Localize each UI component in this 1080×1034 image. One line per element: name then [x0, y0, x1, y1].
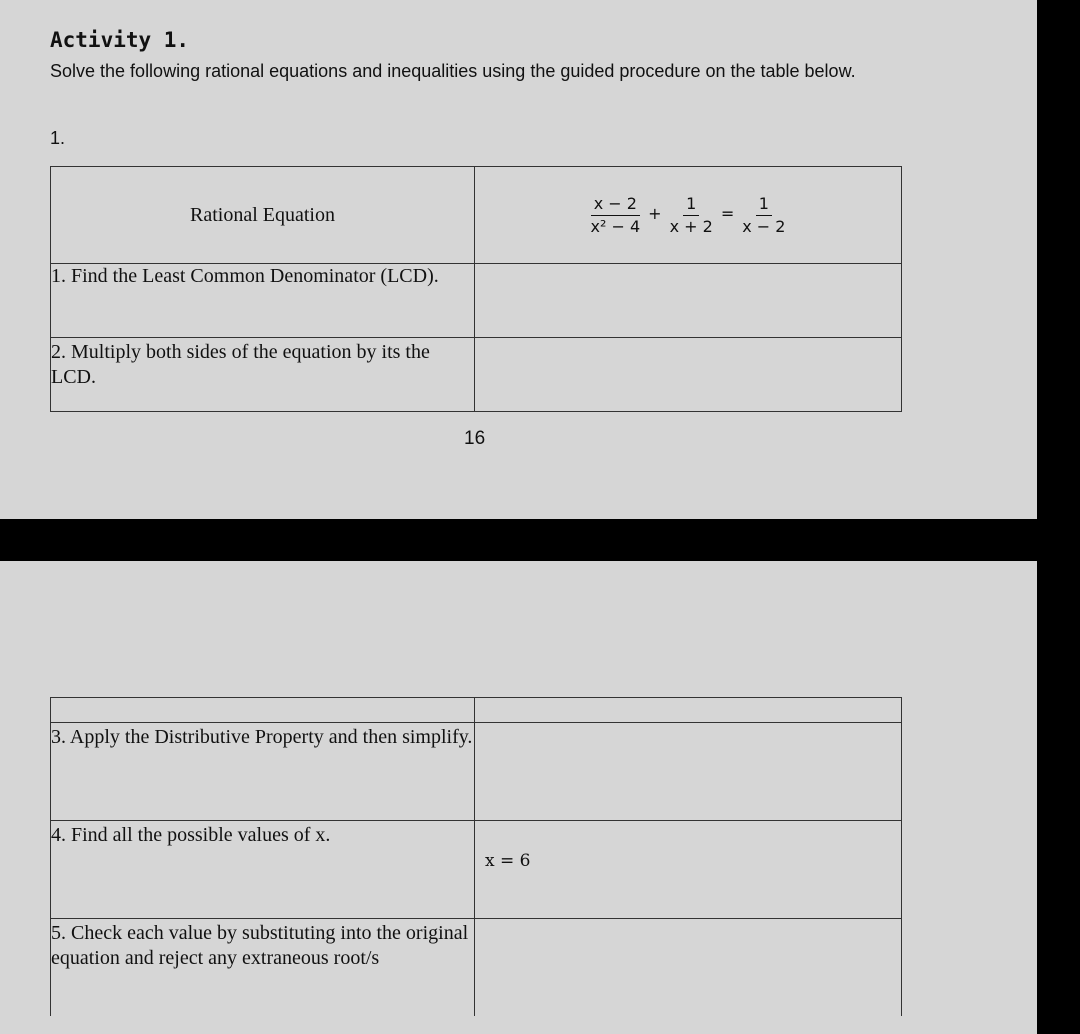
fraction-2-numerator: 1: [683, 195, 699, 216]
procedure-table-part2: [50, 697, 902, 1029]
page-number: 16: [464, 428, 486, 449]
page-bottom-edge: [0, 1016, 1037, 1034]
table-row: [51, 698, 902, 723]
step-4-label: 4. Find all the possible values of x.: [51, 821, 475, 919]
table-header-row: [51, 167, 902, 264]
step-3-answer-cell[interactable]: [475, 723, 902, 821]
procedure-table-part1: [50, 166, 902, 412]
worksheet-page-bottom: [0, 561, 1037, 1034]
step-4-answer-cell[interactable]: [475, 821, 902, 919]
continued-row-label: [51, 698, 475, 723]
table-row: [51, 821, 902, 919]
step-2-answer-cell[interactable]: [475, 338, 902, 412]
activity-title: Activity 1.: [50, 28, 190, 52]
table-row: [51, 919, 902, 1029]
worksheet-page-top: [0, 0, 1037, 519]
fraction-2: [667, 195, 716, 236]
table-row: [51, 338, 902, 412]
fraction-2-denominator: x + 2: [669, 216, 713, 236]
step-3-label: 3. Apply the Distributive Property and then simplify.: [51, 723, 475, 821]
activity-instructions: Solve the following rational equations and inequalities using the guided procedure on the table below.: [50, 61, 856, 81]
equation-cell: [475, 167, 902, 264]
step-1-answer-cell[interactable]: [475, 264, 902, 338]
rational-equation-label: Rational Equation: [51, 167, 475, 264]
fraction-1: [588, 195, 644, 236]
table-row: [51, 723, 902, 821]
step-1-label: 1. Find the Least Common Denominator (LCD).: [51, 264, 475, 338]
fraction-3-denominator: x − 2: [742, 216, 786, 236]
item-number: 1.: [50, 128, 66, 148]
step-5-answer-cell[interactable]: [475, 919, 902, 1029]
plus-operator: +: [648, 203, 662, 223]
fraction-1-numerator: x − 2: [591, 195, 640, 216]
rational-equation: [475, 167, 901, 263]
fraction-1-denominator: x² − 4: [590, 216, 641, 236]
equals-operator: =: [720, 203, 735, 223]
step-5-label: 5. Check each value by substituting into the original equation and reject any extraneous root/s: [51, 919, 475, 1029]
step-2-label: 2. Multiply both sides of the equation by its the LCD.: [51, 338, 475, 412]
table-row: [51, 264, 902, 338]
continued-row-answer-cell: [475, 698, 902, 723]
fraction-3: [739, 195, 788, 236]
step-4-answer: x = 6: [485, 851, 531, 871]
fraction-3-numerator: 1: [756, 195, 772, 216]
